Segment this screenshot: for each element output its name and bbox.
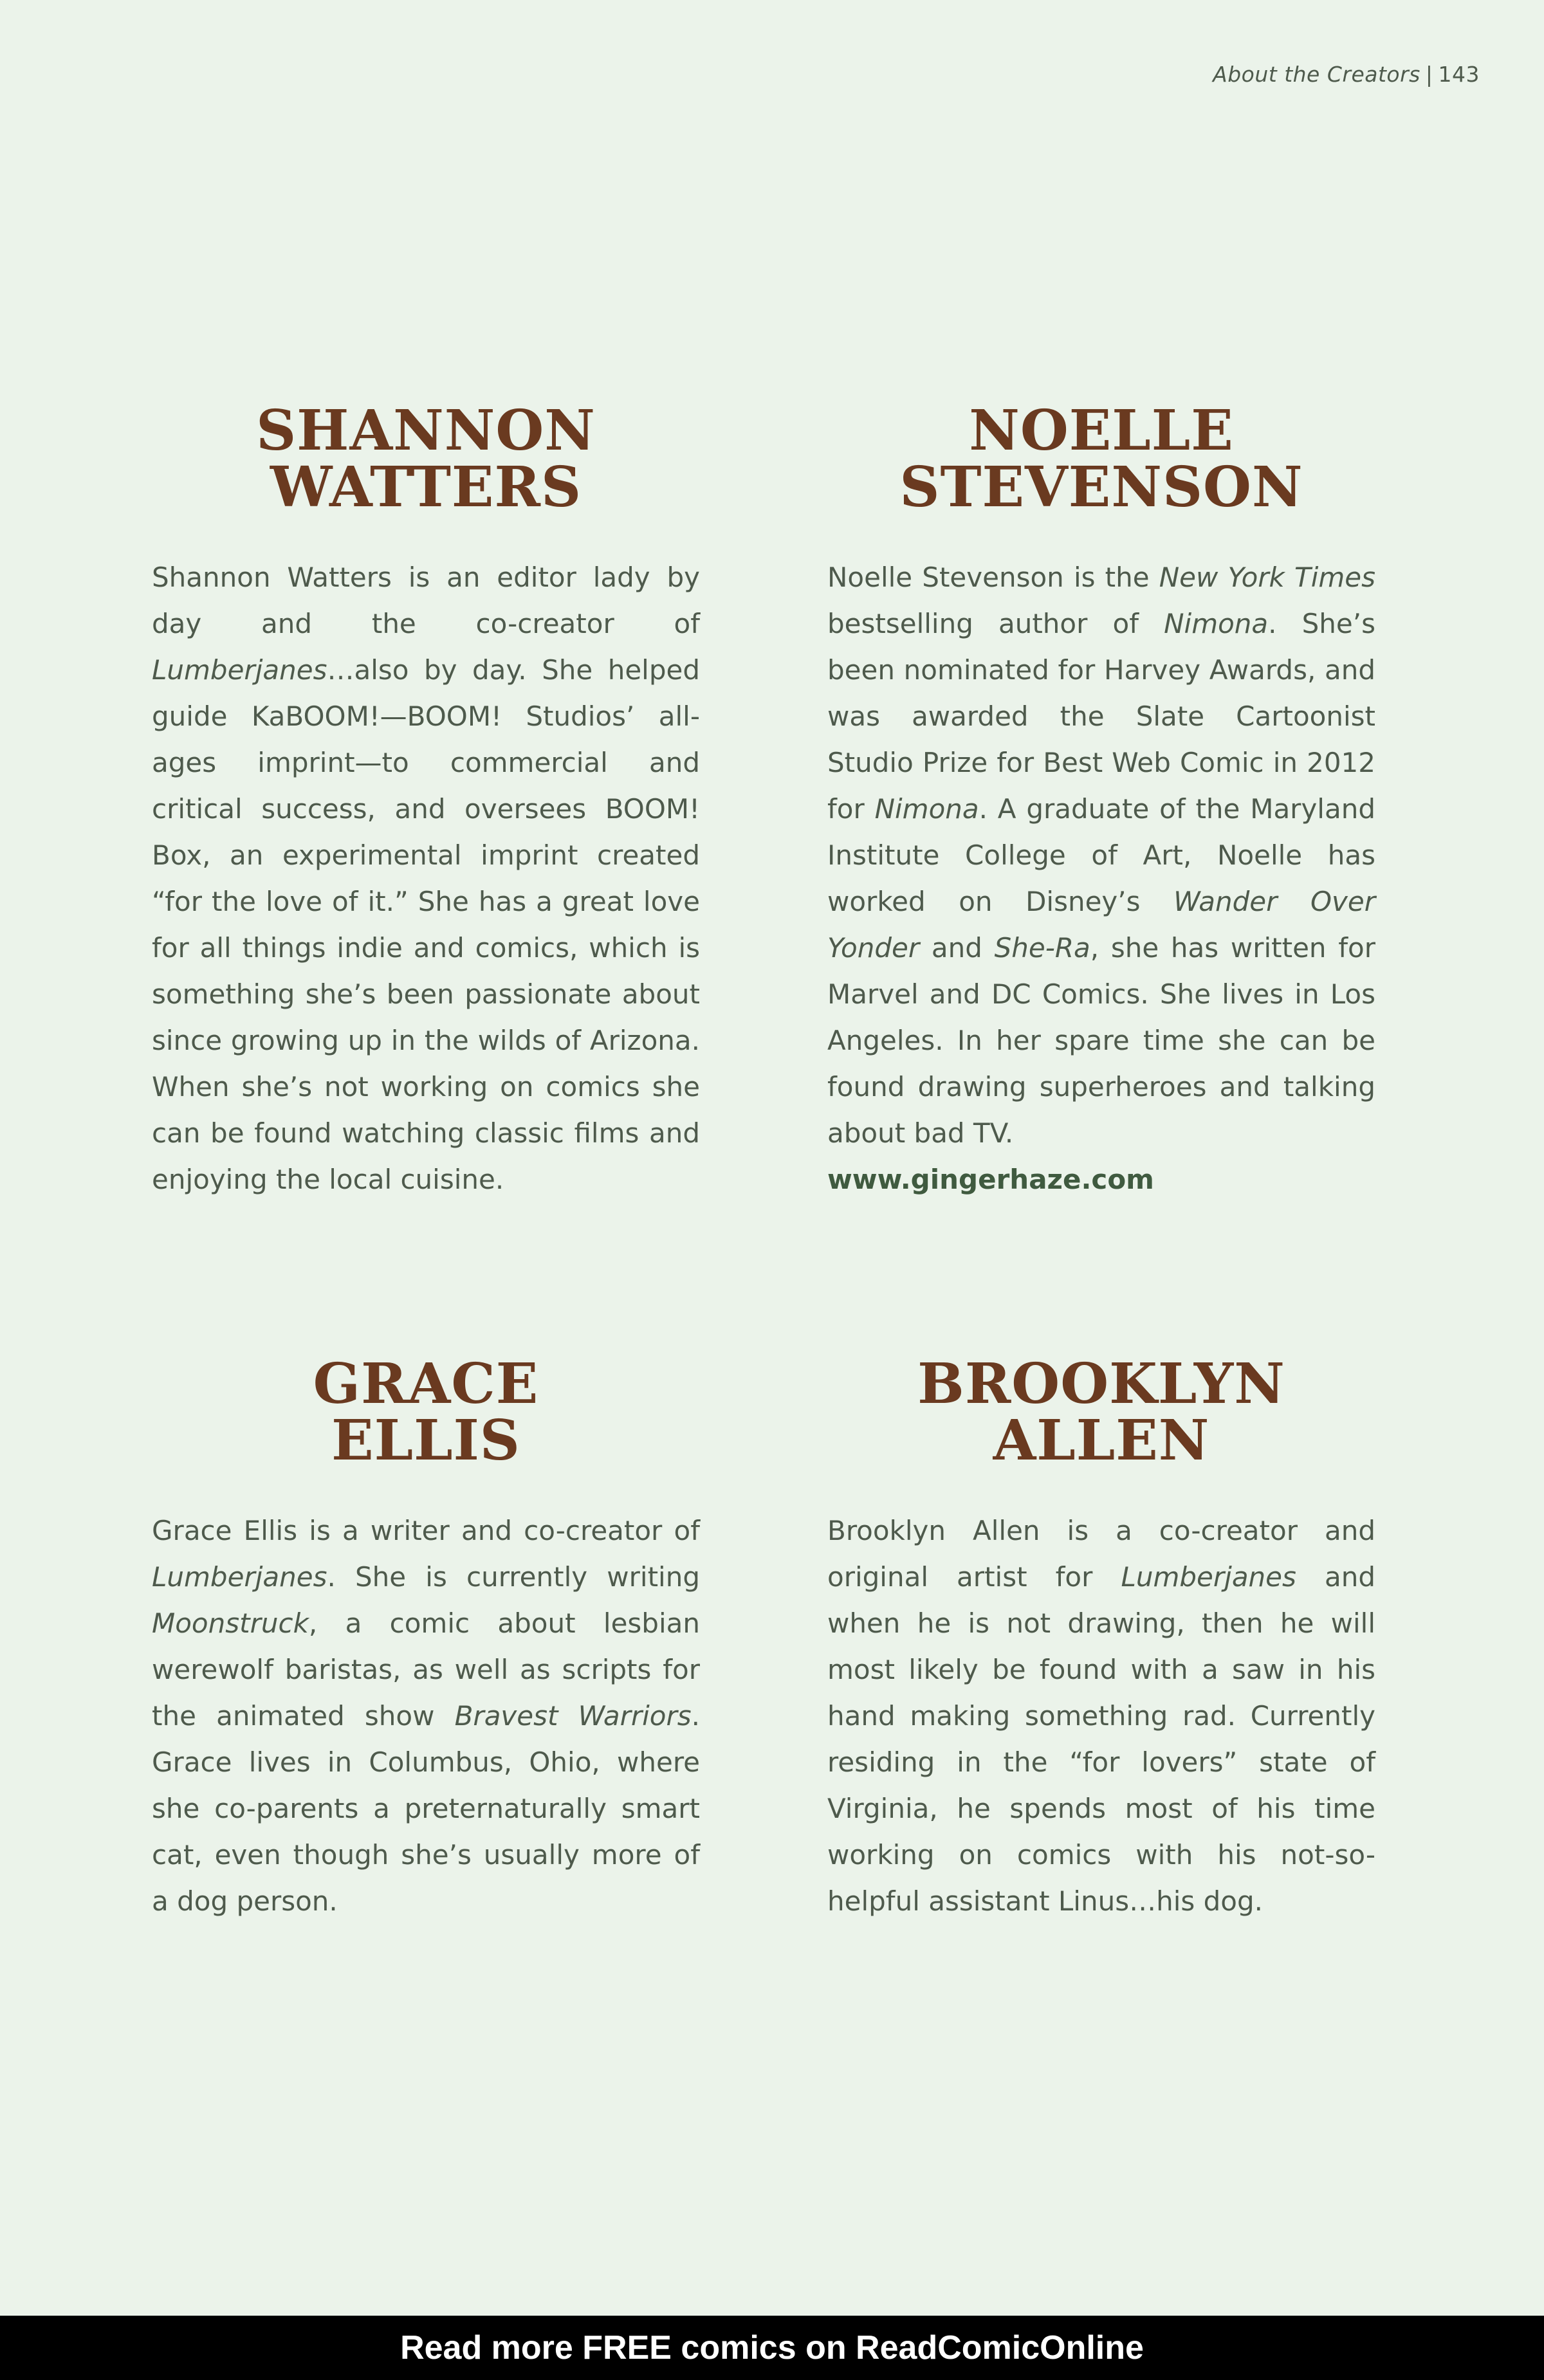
- website-link[interactable]: www.gingerhaze.com: [827, 1164, 1154, 1195]
- bio-text: [152, 1508, 700, 1925]
- bio-text-run: Shannon Watters is an editor lady by day and the co-creator of: [152, 562, 700, 639]
- bio-text-run: Noelle Stevenson is the: [827, 562, 1159, 593]
- bio-title-italic: Nimona: [1164, 608, 1269, 639]
- bio-shannon-watters: [152, 398, 700, 1203]
- bio-name-heading: [152, 398, 700, 520]
- bio-text-run: , she has written for Marvel and DC Comics. She lives in Los Angeles. In her spare time she can be found drawing superheroes and talking about bad TV.: [827, 932, 1376, 1149]
- page-number: 143: [1438, 62, 1480, 87]
- running-head: [1213, 62, 1480, 87]
- bio-title-italic: Wander Over Yonder: [827, 886, 1375, 964]
- bio-text-run: bestselling author of: [827, 608, 1164, 639]
- bio-text: [827, 554, 1375, 1157]
- bio-title-italic: She-Ra: [994, 932, 1090, 964]
- bio-name-heading: [827, 1351, 1375, 1473]
- bio-name-line2: ALLEN: [993, 1408, 1210, 1473]
- bio-name-line2: STEVENSON: [899, 455, 1303, 520]
- bio-text-run: Grace Ellis is a writer and co-creator of: [152, 1515, 700, 1546]
- bio-text-run: . She’s been nominated for Harvey Awards, and was awarded the Slate Cartoonist Studio Prize for Best Web Comic in 2012 for: [827, 608, 1375, 825]
- bio-name-line1: SHANNON: [256, 398, 596, 463]
- bio-title-italic: Lumberjanes: [152, 654, 327, 686]
- bio-name-line2: ELLIS: [331, 1408, 520, 1473]
- running-head-section: About the Creators: [1213, 62, 1420, 87]
- running-head-separator: |: [1425, 62, 1433, 87]
- bio-title-italic: Moonstruck: [152, 1607, 309, 1639]
- bio-name-line2: WATTERS: [270, 455, 582, 520]
- footer-banner[interactable]: Read more FREE comics on ReadComicOnline: [0, 2316, 1544, 2380]
- bio-text-run: Brooklyn Allen is a co-creator and original artist for: [827, 1515, 1375, 1593]
- bio-text-run: …also by day. She helped guide KaBOOM!—BOOM! Studios’ all-ages imprint—to commercial and critical success, and oversees BOOM! Box, an experimental imprint created “for the love of it.” She has a great love for all things indie and comics, which is something she’s been passionate about since growing up in the wilds of Arizona. When she’s not working on comics she can be found watching classic films and enjoying the local cuisine.: [152, 654, 700, 1195]
- bio-title-italic: Lumberjanes: [1121, 1561, 1296, 1593]
- bio-name-line1: NOELLE: [969, 398, 1234, 463]
- bio-text: [827, 1508, 1375, 1925]
- bio-brooklyn-allen: [827, 1351, 1375, 1925]
- bio-name-heading: [152, 1351, 700, 1473]
- bio-grace-ellis: [152, 1351, 701, 1925]
- bio-name-line1: GRACE: [313, 1351, 539, 1416]
- bio-text-run: and: [919, 932, 995, 964]
- bio-text-run: . A graduate of the Maryland Institute College of Art, Noelle has worked on Disney’s: [827, 793, 1375, 917]
- bio-name-line1: BROOKLYN: [917, 1351, 1285, 1416]
- bio-title-italic: Nimona: [874, 793, 979, 825]
- bio-title-italic: Bravest Warriors: [454, 1700, 692, 1732]
- bio-name-heading: [827, 398, 1375, 520]
- bio-text-run: . Grace lives in Columbus, Ohio, where she co-parents a preternaturally smart cat, even though she’s usually more of a dog person.: [152, 1700, 701, 1917]
- bio-title-italic: New York Times: [1159, 562, 1375, 593]
- bio-noelle-stevenson: [827, 398, 1376, 1203]
- bio-text: [152, 554, 700, 1203]
- bio-text-run: . She is currently writing: [327, 1561, 700, 1593]
- bio-text-run: , a comic about lesbian werewolf baristas, as well as scripts for the animated show: [152, 1607, 700, 1732]
- bio-title-italic: Lumberjanes: [152, 1561, 327, 1593]
- bio-text-run: and when he is not drawing, then he will most likely be found with a saw in his hand making something rad. Currently residing in the “for lovers” state of Virginia, he spends most of his time working on comics with his not-so-helpful assistant Linus…his dog.: [827, 1561, 1375, 1917]
